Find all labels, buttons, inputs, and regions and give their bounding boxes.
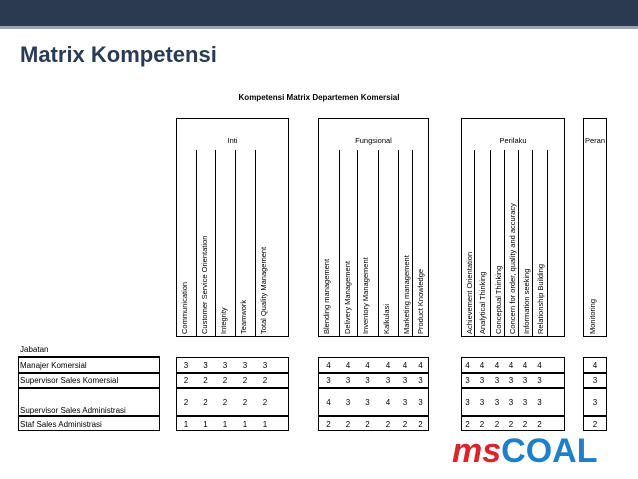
score-cell: 2 — [222, 376, 228, 385]
column-header-inti-1: Customer Service Orientation — [200, 235, 209, 334]
score-cell: 3 — [465, 376, 470, 385]
column-header-fungsional-4: Marketing management — [402, 255, 411, 334]
score-cell: 2 — [242, 398, 248, 407]
score-cell: 4 — [365, 361, 370, 370]
score-cell: 2 — [222, 398, 228, 407]
column-header-inti-3: Teamwork — [239, 299, 248, 334]
row-name: Manajer Komersial — [20, 361, 87, 370]
score-cell: 1 — [203, 420, 208, 429]
column-header-perilaku-0: Achievement Orientation — [465, 251, 474, 334]
row-name: Staf Sales Administrasi — [20, 420, 102, 429]
score-cell: 3 — [592, 376, 598, 385]
score-cell: 2 — [418, 420, 423, 429]
column-header-perilaku-3: Concern for order, quality and accuracy — [508, 203, 517, 334]
score-cell: 3 — [418, 398, 423, 407]
score-cell: 2 — [365, 420, 370, 429]
table-subtitle: Kompetensi Matrix Departemen Komersial — [238, 93, 400, 102]
column-divider — [357, 150, 358, 337]
score-cell: 4 — [465, 361, 470, 370]
score-cell: 3 — [365, 398, 370, 407]
score-cell: 3 — [203, 361, 208, 370]
score-cell: 4 — [522, 361, 528, 370]
column-divider — [518, 150, 519, 337]
score-cell: 2 — [402, 420, 408, 429]
score-cell: 2 — [345, 420, 351, 429]
column-header-inti-2: Integrity — [219, 307, 228, 334]
score-cell: 2 — [385, 420, 391, 429]
score-cell: 1 — [242, 420, 248, 429]
jabatan-divider — [18, 356, 160, 357]
score-cell: 4 — [385, 398, 391, 407]
group-label-inti: Inti — [227, 136, 238, 145]
top-bar-stripe — [0, 26, 638, 29]
score-cell: 1 — [183, 420, 189, 429]
column-header-perilaku-2: Conceptual Thinking — [494, 265, 503, 334]
column-divider — [547, 150, 548, 337]
column-divider — [378, 150, 379, 337]
column-header-fungsional-1: Delivery Management — [343, 261, 352, 334]
logo-ms: ms — [452, 432, 502, 470]
score-cell: 4 — [494, 361, 500, 370]
score-cell: 4 — [345, 361, 351, 370]
column-divider — [412, 150, 413, 337]
score-cell: 3 — [183, 361, 189, 370]
column-divider — [532, 150, 533, 337]
score-cell: 2 — [203, 398, 208, 407]
score-cell: 2 — [262, 376, 268, 385]
score-cell: 2 — [183, 398, 189, 407]
score-cell: 3 — [242, 361, 248, 370]
score-cell: 3 — [402, 376, 408, 385]
page-title: Matrix Kompetensi — [20, 42, 217, 67]
column-divider — [339, 150, 340, 337]
score-cell: 2 — [522, 420, 528, 429]
column-header-perilaku-4: Information seeking — [522, 268, 531, 334]
score-cell: 3 — [592, 398, 598, 407]
score-cell: 2 — [508, 420, 514, 429]
column-header-fungsional-2: Inventory Management — [361, 257, 370, 334]
group-label-peran: Peran — [584, 136, 605, 145]
column-header-inti-4: Total Quality Management — [259, 246, 268, 334]
column-header-inti-0: Communication — [180, 281, 189, 334]
score-cell: 2 — [326, 420, 331, 429]
column-header-perilaku-5: Relationship Building — [536, 263, 545, 334]
score-cell: 3 — [494, 398, 500, 407]
logo-coal: COAL — [501, 432, 598, 470]
column-divider — [474, 150, 475, 337]
score-cell: 3 — [402, 398, 408, 407]
score-cell: 4 — [402, 361, 408, 370]
score-cell: 4 — [385, 361, 391, 370]
column-divider — [215, 150, 216, 337]
score-cell: 3 — [326, 376, 331, 385]
score-cell: 3 — [222, 361, 228, 370]
score-cell: 4 — [508, 361, 514, 370]
top-bar — [0, 0, 638, 26]
column-header-peran-0: Monitoring — [588, 298, 597, 334]
score-cell: 1 — [262, 420, 268, 429]
score-cell: 3 — [465, 398, 470, 407]
score-cell: 2 — [183, 376, 189, 385]
score-cell: 3 — [537, 398, 542, 407]
column-divider — [504, 150, 505, 337]
score-cell: 2 — [242, 376, 248, 385]
score-cell: 3 — [537, 376, 542, 385]
score-cell: 4 — [418, 361, 423, 370]
score-cell: 2 — [465, 420, 470, 429]
score-cell: 2 — [203, 376, 208, 385]
score-cell: 4 — [479, 361, 485, 370]
column-divider — [255, 150, 256, 337]
score-cell: 3 — [479, 398, 485, 407]
score-cell: 2 — [262, 398, 268, 407]
jabatan-label: Jabatan — [20, 345, 49, 354]
score-cell: 3 — [522, 398, 528, 407]
score-cell: 4 — [592, 361, 598, 370]
score-cell: 3 — [479, 376, 485, 385]
score-cell: 3 — [365, 376, 370, 385]
score-cell: 3 — [418, 376, 423, 385]
score-cell: 2 — [479, 420, 485, 429]
score-cell: 3 — [522, 376, 528, 385]
column-divider — [235, 150, 236, 337]
score-cell: 2 — [537, 420, 542, 429]
score-cell: 1 — [222, 420, 228, 429]
score-cell: 4 — [537, 361, 542, 370]
score-cell: 3 — [508, 376, 514, 385]
column-header-perilaku-1: Analytical Thinking — [478, 271, 487, 334]
score-cell: 3 — [262, 361, 268, 370]
column-header-fungsional-5: Product Knowledge — [416, 268, 425, 334]
row-name: Supervisor Sales Komersial — [20, 376, 119, 385]
score-cell: 4 — [326, 361, 331, 370]
score-cell: 3 — [385, 376, 391, 385]
group-label-perilaku: Perilaku — [499, 136, 527, 145]
score-cell: 2 — [592, 420, 598, 429]
score-cell: 4 — [326, 398, 331, 407]
score-cell: 3 — [345, 398, 351, 407]
score-cell: 3 — [508, 398, 514, 407]
column-header-fungsional-3: Kalkulasi — [382, 303, 391, 334]
column-divider — [490, 150, 491, 337]
column-divider — [196, 150, 197, 337]
score-cell: 3 — [494, 376, 500, 385]
column-header-fungsional-0: Blending management — [322, 258, 331, 334]
score-cell: 2 — [494, 420, 500, 429]
row-name: Supervisor Sales Administrasi — [20, 406, 126, 415]
score-cell: 3 — [345, 376, 351, 385]
mscoal-logo — [452, 432, 597, 471]
group-label-fungsional: Fungsional — [355, 136, 392, 145]
column-divider — [398, 150, 399, 337]
header-box-inti — [176, 118, 289, 337]
